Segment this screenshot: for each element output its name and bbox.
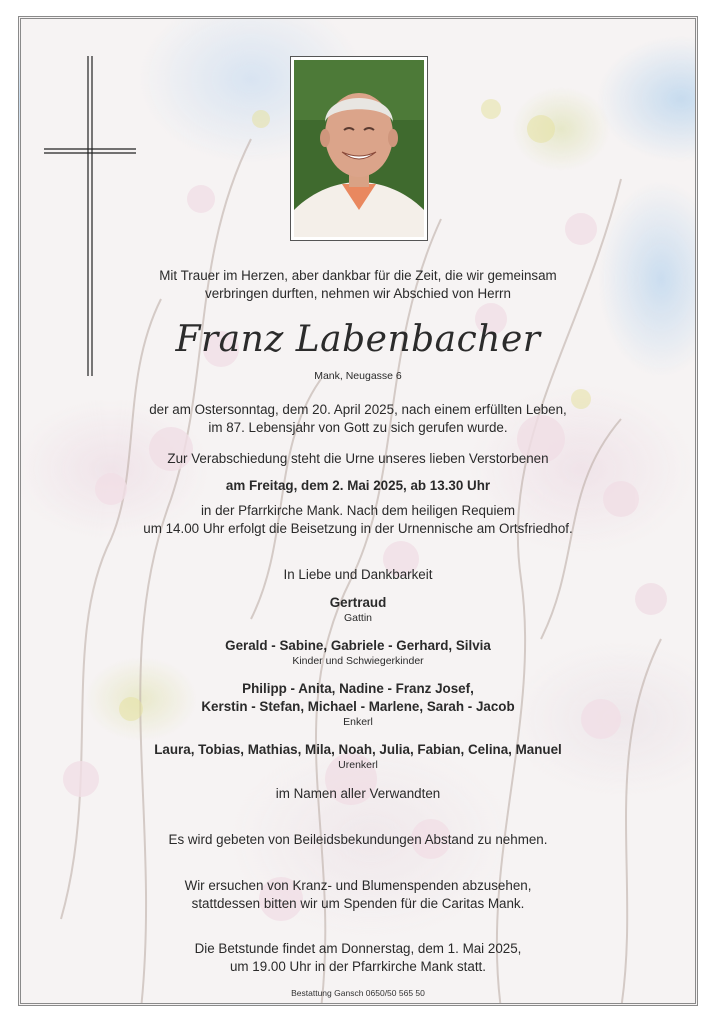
prayer-line-2: um 19.00 Uhr in der Pfarrkirche Mank statt. bbox=[229, 959, 486, 974]
deceased-address: Mank, Neugasse 6 bbox=[314, 370, 402, 382]
donations-line-1: Wir ersuchen von Kranz- und Blumenspenden abzusehen, bbox=[184, 878, 532, 893]
farewell-date: am Freitag, dem 2. Mai 2025, ab 13.30 Uhr bbox=[225, 478, 491, 493]
donations-line-2: stattdessen bitten wir um Spenden für die Caritas Mank. bbox=[191, 896, 525, 911]
grandchildren-relation: Enkerl bbox=[343, 716, 373, 728]
prayer-line-1: Die Betstunde findet am Donnerstag, dem 1. Mai 2025, bbox=[194, 941, 522, 956]
portrait-photo bbox=[290, 56, 428, 241]
farewell-line-1: Zur Verabschiedung steht die Urne unseres lieben Verstorbenen bbox=[167, 451, 549, 466]
great-grandchildren-names: Laura, Tobias, Mathias, Mila, Noah, Julia, Fabian, Celina, Manuel bbox=[154, 742, 562, 757]
farewell-line-2: in der Pfarrkirche Mank. Nach dem heiligen Requiem bbox=[200, 503, 516, 518]
death-line-1: der am Ostersonntag, dem 20. April 2025, nach einem erfüllten Leben, bbox=[149, 402, 567, 417]
intro-line-2: verbringen durften, nehmen wir Abschied von Herrn bbox=[205, 286, 511, 301]
condolences-note: Es wird gebeten von Beileidsbekundungen Abstand zu nehmen. bbox=[168, 832, 548, 847]
undertaker-footer: Bestattung Gansch 0650/50 565 50 bbox=[291, 988, 425, 998]
portrait-illustration bbox=[294, 60, 424, 237]
children-names: Gerald - Sabine, Gabriele - Gerhard, Silvia bbox=[225, 638, 491, 653]
deceased-name: Franz Labenbacher bbox=[175, 319, 541, 360]
children-relation: Kinder und Schwiegerkinder bbox=[292, 655, 424, 667]
spouse-name: Gertraud bbox=[329, 595, 387, 610]
mourners-heading: In Liebe und Dankbarkeit bbox=[283, 567, 433, 582]
grandchildren-names-2: Kerstin - Stefan, Michael - Marlene, Sarah - Jacob bbox=[201, 699, 515, 714]
death-line-2: im 87. Lebensjahr von Gott zu sich gerufen wurde. bbox=[208, 420, 508, 435]
grandchildren-names-1: Philipp - Anita, Nadine - Franz Josef, bbox=[242, 681, 474, 696]
intro-line-1: Mit Trauer im Herzen, aber dankbar für die Zeit, die wir gemeinsam bbox=[159, 268, 557, 283]
spouse-relation: Gattin bbox=[343, 612, 372, 624]
farewell-line-3: um 14.00 Uhr erfolgt die Beisetzung in der Urnennische am Ortsfriedhof. bbox=[143, 521, 573, 536]
great-grandchildren-relation: Urenkerl bbox=[338, 759, 378, 771]
mourners-closing: im Namen aller Verwandten bbox=[275, 786, 441, 801]
